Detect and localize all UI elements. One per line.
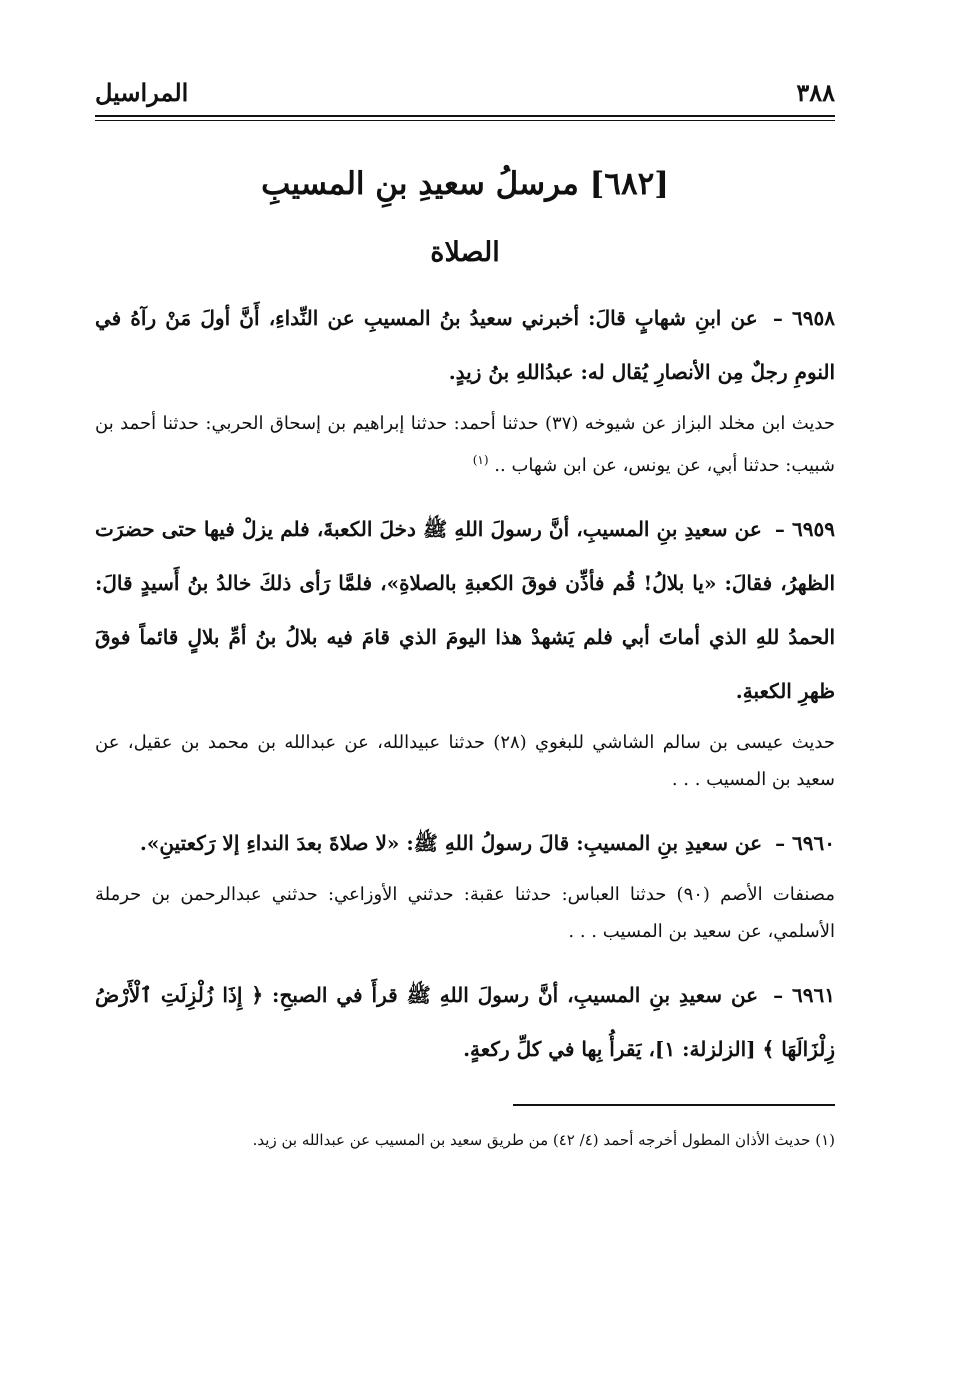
- hadith-number: ٦٩٦٠ –: [775, 831, 835, 855]
- section-title: الصلاة: [430, 237, 500, 268]
- hadith-number: ٦٩٦١ –: [773, 983, 836, 1007]
- isnad-text: مصنفات الأصم (٩٠) حدثنا العباس: حدثنا عقبة: حدثني الأوزاعي: حدثني عبدالرحمن بن حرملة الأسلمي، عن سعيد بن المسيب . . .: [95, 884, 836, 942]
- footnote-text: (١) حديث الأذان المطول أخرجه أحمد (٤/ ٤٢) من طريق سعيد بن المسيب عن عبدالله بن زيد.: [252, 1131, 835, 1149]
- footnote-rule: [513, 1104, 835, 1106]
- hadith-text-block: [95, 291, 835, 399]
- running-title: المراسيل: [95, 78, 189, 107]
- page: [95, 75, 835, 1156]
- hadith-text-block: [95, 968, 835, 1076]
- header-rule: [95, 115, 835, 121]
- isnad-text: حديث عيسى بن سالم الشاشي للبغوي (٢٨) حدثنا عبيدالله، عن عبدالله بن محمد بن عقيل، عن سعيد بن المسيب . . .: [95, 732, 835, 790]
- hadith-number: ٦٩٥٩ –: [774, 517, 836, 541]
- hadith-entry: [95, 502, 835, 798]
- isnad-block: [95, 724, 835, 798]
- isnad-block: [95, 405, 835, 484]
- page-number: ٣٨٨: [796, 78, 835, 107]
- hadith-text: عن سعيدِ بنِ المسيبِ، أنَّ رسولَ اللهِ ﷺ قرأَ في الصبحِ: ﴿ إِذَا زُلْزِلَتِ ٱلْأَرْضُ زِلْزَالَهَا ﴾ [الزلزلة: ١]، يَقرأُ بِها في كلِّ ركعةٍ.: [95, 983, 835, 1061]
- hadith-text: عن سعيدِ بنِ المسيبِ، أنَّ رسولَ اللهِ ﷺ دخلَ الكعبةَ، فلم يزلْ فيها حتى حضرَت الظهرُ، فقالَ: «يا بلالُ! قُم فأذِّن فوقَ الكعبةِ بالصلاةِ»، فلمَّا رَأى ذلكَ خالدُ بنُ أَسيدٍ قالَ: الحمدُ للهِ الذي أماتَ أبي فلم يَشهدْ هذا اليومَ الذي قامَ فيه بلالُ بنُ أمِّ بلالٍ قائماً فوقَ ظهرِ الكعبةِ.: [95, 517, 835, 703]
- hadith-entry: [95, 816, 835, 950]
- running-header: [95, 75, 835, 111]
- hadith-entry: [95, 291, 835, 484]
- isnad-block: [95, 876, 835, 950]
- isnad-text: حديث ابن مخلد البزاز عن شيوخه (٣٧) حدثنا أحمد: حدثنا إبراهيم بن إسحاق الحربي: حدثنا أحمد بن شبيب: حدثنا أبي، عن يونس، عن ابن شهاب ..: [95, 413, 835, 476]
- footnote-marker[interactable]: (١): [472, 453, 489, 467]
- hadith-text-block: [95, 816, 835, 870]
- hadith-text: عن ابنِ شهابٍ قالَ: أخبرني سعيدُ بنُ المسيبِ عن النِّداءِ، أَنَّ أولَ مَنْ رآهُ في النومِ رجلٌ مِن الأنصارِ يُقال له: عبدُاللهِ بنُ زيدٍ.: [95, 306, 835, 384]
- hadith-text: عن سعيدِ بنِ المسيبِ: قالَ رسولُ اللهِ ﷺ: «لا صلاةَ بعدَ النداءِ إلا رَكعتينِ».: [139, 831, 763, 855]
- hadith-entry: [95, 968, 835, 1076]
- hadith-text-block: [95, 502, 835, 718]
- hadith-number: ٦٩٥٨ –: [772, 306, 835, 330]
- chapter-title: [٦٨٢] مرسلُ سعيدِ بنِ المسيبِ: [261, 166, 669, 202]
